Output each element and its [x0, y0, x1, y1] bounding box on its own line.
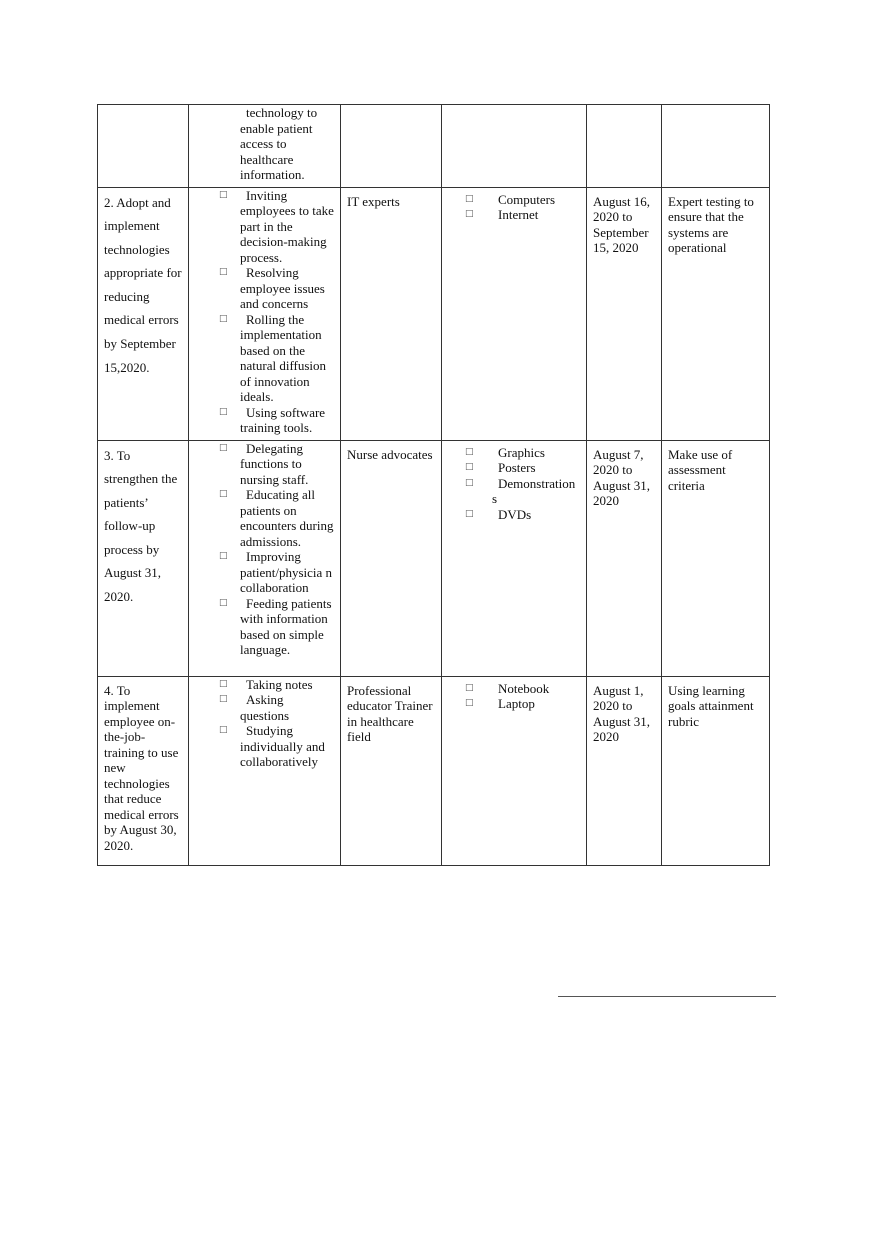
strategy-list	[189, 105, 334, 183]
strategies-cell	[189, 187, 341, 440]
action-plan-table	[97, 104, 770, 866]
strategy-list	[189, 188, 334, 436]
table-row	[98, 187, 770, 440]
resource-item: □ Laptop	[442, 696, 580, 712]
strategy-list	[189, 677, 334, 770]
resource-item: □ DVDs	[442, 507, 580, 523]
evaluation-cell: Using learning goals attainment rubric	[662, 676, 770, 865]
strategy-item: □ Improving patient/physicia n collaboration	[189, 549, 334, 596]
personnel-cell	[341, 105, 442, 188]
objective-cell: 3. To strengthen the patients’ follow-up process by August 31, 2020.	[98, 440, 189, 676]
evaluation-cell: Make use of assessment criteria	[662, 440, 770, 676]
table-row	[98, 105, 770, 188]
strategy-item: technology to enable patient access to healthcare information.	[240, 105, 318, 182]
strategy-item: □ Rolling the implementation based on the natural diffusion of innovation ideals.	[189, 312, 334, 405]
resources-cell	[442, 105, 587, 188]
strategy-item: □ Educating all patients on encounters during admissions.	[189, 487, 334, 549]
objective-cell	[98, 105, 189, 188]
objective-cell: 4. To implement employee on-the-job-training to use new technologies that reduce medical errors by August 30, 2020.	[98, 676, 189, 865]
strategy-item: □ Delegating functions to nursing staff.	[189, 441, 334, 488]
objective-cell: 2. Adopt and implement technologies appropriate for reducing medical errors by September 15,2020.	[98, 187, 189, 440]
resource-list	[442, 681, 580, 712]
strategy-item: □ Resolving employee issues and concerns	[189, 265, 334, 312]
timeline-cell: August 1, 2020 to August 31, 2020	[587, 676, 662, 865]
evaluation-cell	[662, 105, 770, 188]
timeline-cell	[587, 105, 662, 188]
timeline-cell: August 7, 2020 to August 31, 2020	[587, 440, 662, 676]
resource-item: □ Demonstration s	[442, 476, 580, 507]
strategies-cell	[189, 105, 341, 188]
strategy-item: □ Using software training tools.	[189, 405, 334, 436]
resource-list	[442, 192, 580, 223]
resource-item: □ Computers	[442, 192, 580, 208]
resource-list	[442, 445, 580, 523]
strategy-list	[189, 441, 334, 658]
personnel-cell: Nurse advocates	[341, 440, 442, 676]
strategy-item: □ Feeding patients with information based on simple language.	[189, 596, 334, 658]
resource-item: □ Internet	[442, 207, 580, 223]
footnote-separator	[558, 996, 776, 997]
resources-cell	[442, 187, 587, 440]
table-row	[98, 676, 770, 865]
strategy-item: □ Inviting employees to take part in the decision-making process.	[189, 188, 334, 266]
strategy-item: □ Taking notes	[189, 677, 334, 693]
resource-item: □ Posters	[442, 460, 580, 476]
personnel-cell: IT experts	[341, 187, 442, 440]
resources-cell	[442, 676, 587, 865]
table-row	[98, 440, 770, 676]
strategy-item: □ Asking questions	[189, 692, 334, 723]
evaluation-cell: Expert testing to ensure that the systems are operational	[662, 187, 770, 440]
resource-item: □ Graphics	[442, 445, 580, 461]
resource-item: □ Notebook	[442, 681, 580, 697]
resources-cell	[442, 440, 587, 676]
timeline-cell: August 16, 2020 to September 15, 2020	[587, 187, 662, 440]
strategies-cell	[189, 676, 341, 865]
strategy-item: □ Studying individually and collaboratively	[189, 723, 334, 770]
personnel-cell: Professional educator Trainer in healthcare field	[341, 676, 442, 865]
strategies-cell	[189, 440, 341, 676]
